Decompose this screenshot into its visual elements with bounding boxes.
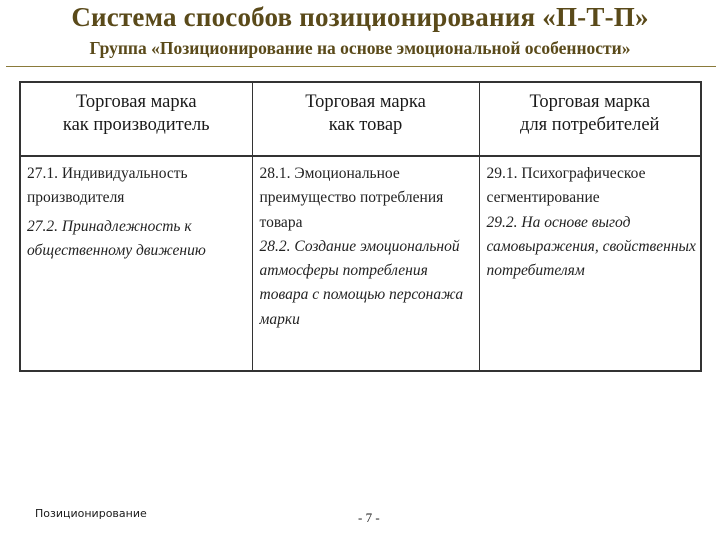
slide-subtitle: Группа «Позиционирование на основе эмоциональной особенности»: [89, 38, 631, 58]
header-producer: [20, 82, 252, 156]
header-line: Торговая марка: [75, 92, 197, 112]
header-line: Торговая марка: [529, 92, 651, 112]
slide-title: Система способов позиционирования «П-Т-П»: [71, 2, 649, 32]
cell-producer: [20, 156, 252, 371]
title-divider: [6, 66, 716, 67]
method-item: 27.2. Принадлежность к общественному движению: [27, 217, 206, 259]
method-item: 28.2. Создание эмоциональной атмосферы потребления товара с помощью персонажа марки: [259, 237, 464, 328]
header-line: Торговая марка: [305, 92, 426, 112]
table-body-row: [20, 156, 701, 371]
header-consumers: [479, 82, 701, 156]
header-line: как товар: [328, 115, 403, 135]
header-line: как производитель: [62, 115, 210, 135]
cell-consumers: [479, 156, 701, 371]
footer-label: Позиционирование: [35, 507, 147, 520]
page-number: - 7 -: [358, 510, 380, 525]
table-header-row: [20, 82, 701, 156]
method-item: 28.1. Эмоциональное преимущество потребления товара: [259, 165, 444, 231]
method-item: 27.1. Индивидуальность производителя: [27, 165, 188, 207]
header-line: для потребителей: [520, 115, 660, 135]
positioning-table: [19, 81, 702, 372]
method-item: 29.1. Психографическое сегментирование: [486, 165, 646, 207]
header-product: [252, 82, 479, 156]
cell-product: [252, 156, 479, 371]
method-item: 29.2. На основе выгод самовыражения, свойственных потребителям: [486, 213, 696, 280]
